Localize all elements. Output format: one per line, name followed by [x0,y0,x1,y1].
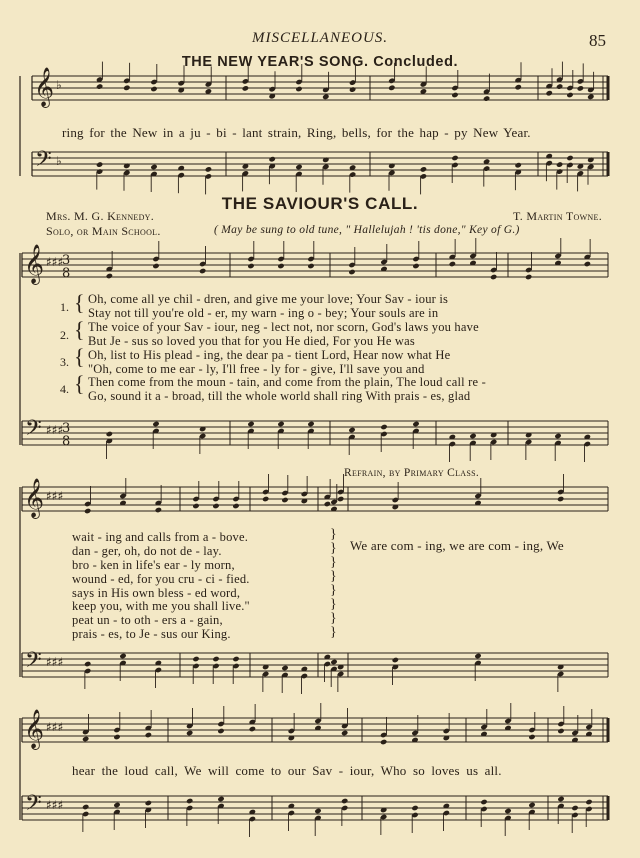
note-head [341,730,348,736]
verse-end-line: peat un - to oth - ers a - gain, [72,613,223,627]
note-head [341,798,348,804]
tune-note: ( May be sung to old tune, " Hallelujah ! 'tis done," Key of G.) [214,224,520,236]
bass-clef: 𝄢 [35,147,52,177]
bass-clef: 𝄢 [25,791,42,821]
verse-end-line: dan - ger, oh, do not de - lay. [72,544,222,558]
note-head [587,94,594,100]
note-head [281,497,288,503]
note-head [556,83,563,89]
verse-brace: { [74,344,85,369]
note-head [554,433,561,439]
note-head [585,799,592,805]
verse-end-line: bro - ken in life's ear - ly morn, [72,558,235,572]
note-head [217,728,224,734]
performance-instruction: Solo, or Main School. [46,224,161,238]
note-head [249,726,256,732]
verse-end-braces: } } } } } } } } [330,527,337,640]
verse-end-line: says in His own bless - ed word, [72,586,241,600]
note-head [82,804,89,810]
note-head [96,161,103,167]
refrain-line-2: hear the loud call, We will come to our Sav - iour, Who so loves us all. [72,763,502,778]
note-head [123,163,130,169]
treble-clef: 𝄞 [24,478,45,518]
note-head [247,263,254,269]
note-head [307,421,314,427]
note-head [587,157,594,163]
note-head [557,796,564,802]
note-head [145,732,152,738]
verse-number: 4. [60,382,69,396]
note-head [557,728,564,734]
note-head [348,269,355,275]
note-head [277,421,284,427]
note-head [388,163,395,169]
time-signature: 3 [62,253,71,268]
verse-end-line: prais - es, to Je - sus our King. [72,627,231,641]
note-head [113,734,120,740]
bass-clef: 𝄢 [25,648,42,678]
note-head [242,85,249,91]
note-head [483,95,490,101]
note-head [232,503,239,509]
time-signature: 3 [62,421,71,436]
note-head [152,263,159,269]
verse-line: The voice of your Sav - iour, neg - lect not, nor scorn, God's laws you have [88,320,479,334]
note-head [192,503,199,509]
treble-clef: 𝄞 [24,244,45,284]
note-head [212,503,219,509]
note-head [577,85,584,91]
note-head [451,92,458,98]
song1-title: THE NEW YEAR'S SONG. Concluded. [181,54,459,70]
song1-lyric: ring for the New in a ju - bi - lant strain, Ring, bells, for the hap - py New Year. [62,125,531,140]
note-head [186,730,193,736]
note-head [528,734,535,740]
verse-brace: { [74,317,85,342]
note-head [205,166,212,172]
key-signature: ♭ [56,78,62,92]
note-head [528,802,535,808]
note-head [145,800,152,806]
note-head [295,164,302,170]
note-head [178,165,185,171]
key-signature: ♯♯♯ [46,423,64,437]
note-head [504,808,511,814]
note-head [84,661,91,667]
note-head [314,808,321,814]
note-head [525,274,532,280]
note-head [152,421,159,427]
note-head [106,273,113,279]
note-head [388,85,395,91]
note-head [412,263,419,269]
bass-clef: 𝄢 [25,416,42,446]
verse-line: Then come from the moun - tain, and come from the plain, The loud call re - [88,375,486,389]
note-head [295,86,302,92]
song2-title: THE SAVIOUR'S CALL. [221,194,419,213]
verse-brace: { [74,371,85,396]
author-credit: Mrs. M. G. Kennedy. [46,209,155,223]
treble-clef: 𝄞 [24,709,45,749]
note-head [106,431,113,437]
note-head [420,166,427,172]
note-head [247,421,254,427]
key-signature: ♯♯♯ [46,255,64,269]
note-head [307,263,314,269]
note-head [232,656,239,662]
note-head [281,665,288,671]
note-head [469,433,476,439]
note-head [556,161,563,167]
verse-brace: { [74,290,85,315]
verse-end-line: wound - ed, for you cru - ci - fied. [72,572,250,586]
verse-line: But Je - sus so loved you that for you He died, For you He was [88,334,415,348]
note-head [546,90,553,96]
page-number: 85 [589,31,606,50]
note-head [113,802,120,808]
composer-credit: T. Martin Towne. [513,209,602,223]
note-head [269,156,276,162]
time-signature: 8 [62,266,71,281]
note-head [449,261,456,267]
note-head [515,84,522,90]
verse-end-line: keep you, with me you shall live." [72,599,250,613]
note-head [155,507,162,513]
time-signature: 8 [62,434,71,449]
key-signature: ♯♯♯ [46,720,64,734]
verse-number: 3. [60,355,69,369]
note-head [392,657,399,663]
note-head [515,162,522,168]
note-head [571,805,578,811]
note-head [217,796,224,802]
note-head [411,805,418,811]
verse-line: Oh, list to His plead - ing, the dear pa - tient Lord, Hear now what He [88,348,451,362]
note-head [348,427,355,433]
note-head [199,268,206,274]
note-head [324,501,331,507]
note-head [490,274,497,280]
note-head [150,164,157,170]
note-head [119,653,126,659]
note-head [322,94,329,100]
verse-number: 2. [60,328,69,342]
note-head [262,496,269,502]
note-head [277,263,284,269]
treble-clef: 𝄞 [34,67,55,107]
note-head [566,155,573,161]
note-head [330,659,337,665]
section-header: MISCELLANEOUS. [251,30,389,46]
note-head [186,798,193,804]
note-head [212,656,219,662]
note-head [566,92,573,98]
note-head [557,496,564,502]
note-head [474,653,481,659]
note-head [380,424,387,430]
refrain-line-1: We are com - ing, we are com - ing, We [350,538,564,553]
key-signature: ♯♯♯ [46,655,64,669]
note-head [123,85,130,91]
note-head [480,799,487,805]
key-signature: ♭ [56,154,62,168]
note-head [451,155,458,161]
note-head [96,83,103,89]
note-head [337,496,344,502]
verse-number: 1. [60,300,69,314]
note-head [380,739,387,745]
note-head [349,86,356,92]
refrain-label: Refrain, by Primary Class. [344,467,480,479]
verse-line: Go, sound it a - broad, till the whole world shall ring With prais - es, glad [88,389,471,403]
verse-line: "Oh, come to me ear - ly, I'll free - ly for - give, I'll save you and [88,362,425,376]
note-head [84,508,91,514]
key-signature: ♯♯♯ [46,489,64,503]
verse-line: Stay not till you're old - er, my warn - ing o - bey; Your souls are in [88,306,439,320]
note-head [322,157,329,163]
note-head [546,153,553,159]
note-head [412,421,419,427]
note-head [584,261,591,267]
note-head [192,656,199,662]
verse-end-line: wait - ing and calls from a - bove. [72,530,249,544]
note-head [150,86,157,92]
verse-line: Oh, come all ye chil - dren, and give me your love; Your Sav - iour is [88,292,449,306]
note-head [82,736,89,742]
key-signature: ♯♯♯ [46,798,64,812]
